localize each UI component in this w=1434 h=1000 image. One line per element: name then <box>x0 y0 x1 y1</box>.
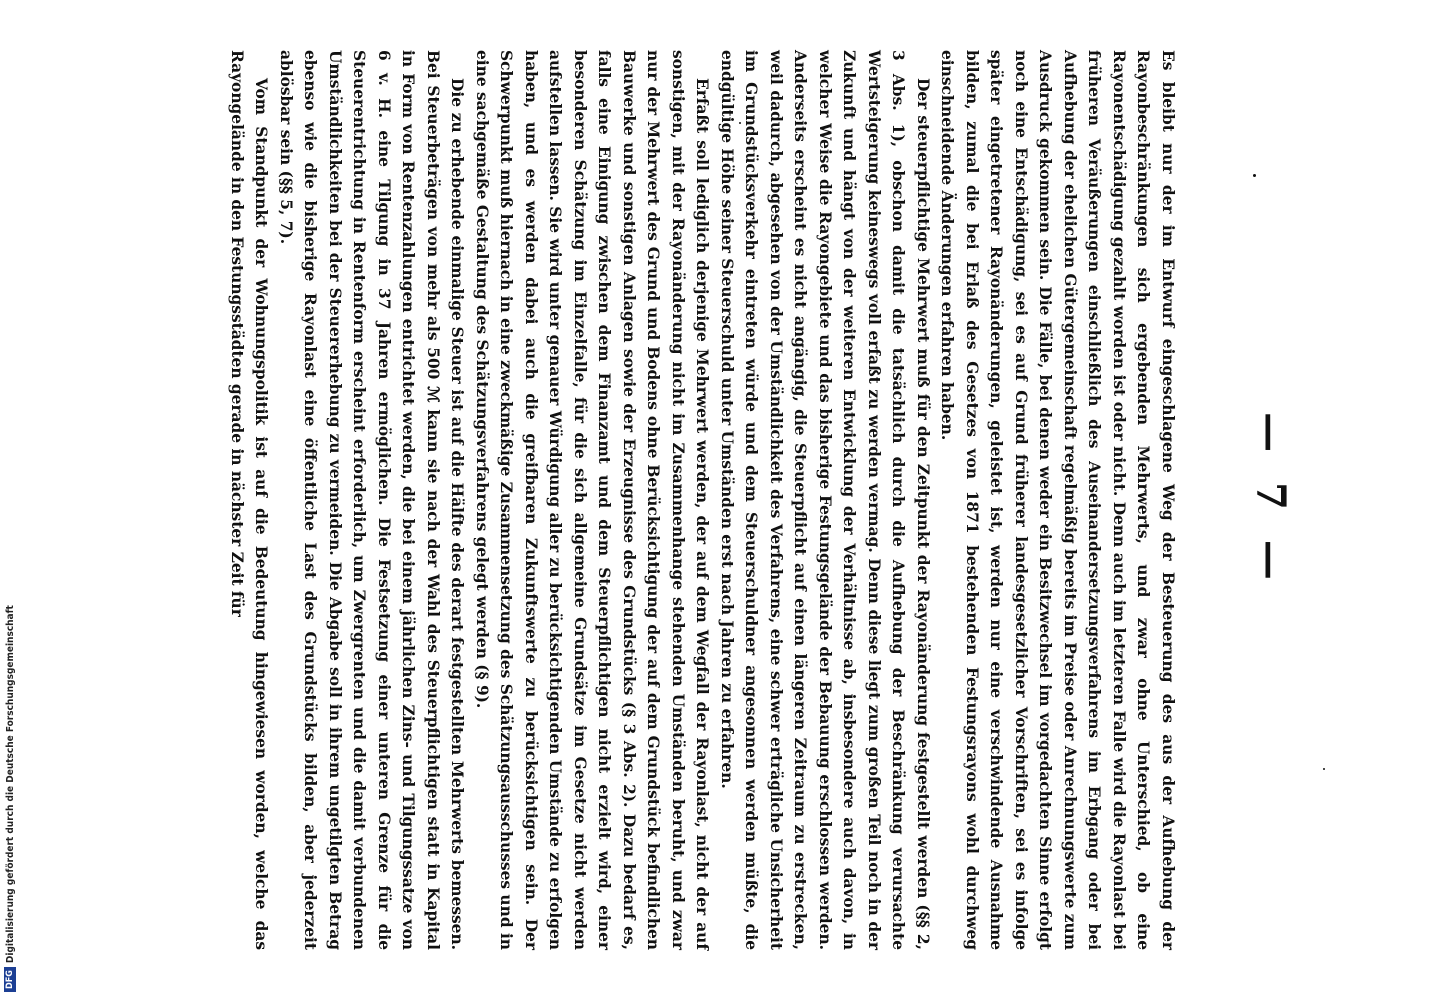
footer-text-row <box>0 0 20 1000</box>
body-text <box>225 50 1181 950</box>
scan-speck <box>739 122 741 124</box>
page-content <box>160 10 1300 990</box>
scan-speck <box>1323 768 1325 770</box>
footer-credit: Digitalisierung gefördert durch die Deutsche Forschungsgemeinschaft <box>4 605 16 964</box>
paragraph-1: Es bleibt nur der im Entwurf eingeschlagene Weg der Besteuerung des aus der Aufhebung der Rayonbeschränkungen sich ergebenden Mehrwerts, und zwar ohne Unterschied, ob eine Rayonentschädigung gezahlt worden ist oder nicht. Denn auch im letzteren Falle wird die Rayonlast bei früheren Veräußerungen einschließlich des Auseinandersetzungsverfahrens im Erbgang oder bei Aufhebung der ehelichen Gütergemeinschaft regelmäßig bereits im Preise oder Anrechnungswerte zum Ausdruck gekommen sein. Die Fälle, bei denen weder ein Besitzwechsel im vorgedachten Sinne erfolgt noch eine Entschädigung, sei es auf Grund früherer landesgesetzlicher Vorschriften, sei es infolge später eingetretener Rayonänderungen, geleistet ist, werden nur eine verschwindende Ausnahme bilden, zumal die bei Erlaß des Gesetzes von 1871 bestehenden Festungsrayons wohl durchweg einschneidende Änderungen erfahren haben. <box>938 50 1177 950</box>
page-number: — 7 — <box>1247 412 1294 588</box>
rotated-page <box>160 10 1300 990</box>
paragraph-5: Vom Standpunkt der Wohnungspolitik ist auf die Bedeutung hingewiesen worden, welche das Rayongelände in den Festungsstädten gerade in nächster Zeit für <box>228 50 271 950</box>
paragraph-2: Der steuerpflichtige Mehrwert muß für den Zeitpunkt der Rayonänderung festgestellt werden (§§ 2, 3 Abs. 1), obschon damit die tatsächlich durch die Aufhebung der Beschränkung verursachte Wertsteigerung keineswegs voll erfaßt zu werden vermag. Denn diese liegt zum großen Teil noch in der Zukunft und hängt von der weiteren Entwicklung der Verhältnisse ab, insbesondere auch davon, in welcher Weise die Rayongebiete und das bisherige Festungsgelände der Bebauung erschlossen werden. Anderseits erscheint es nicht angängig, die Steuerpflicht auf einen längeren Zeitraum zu erstrecken, weil dadurch, abgesehen von der Umständlichkeit des Verfahrens, eine schwer erträgliche Unsicherheit im Grundstücksverkehr eintreten würde und dem Steuerschuldner angesonnen werden müßte, die endgültige Höhe seiner Steuerschuld unter Umständen erst nach Jahren zu erfahren. <box>718 50 932 950</box>
dfg-logo: DFG <box>4 967 16 992</box>
paragraph-3: Erfaßt soll lediglich derjenige Mehrwert werden, der auf dem Wegfall der Rayonlast, nicht der auf sonstigen, mit der Rayonänderung nicht im Zusammenhange stehenden Umständen beruht, und zwar nur der Mehrwert des Grund und Bodens ohne Berücksichtigung der auf dem Grundstück befindlichen Bauwerke und sonstigen Anlagen sowie der Erzeugnisse des Grundstücks (§ 3 Abs. 2). Dazu bedarf es, falls eine Einigung zwischen dem Finanzamt und dem Steuerpflichtigen nicht erzielt wird, einer besonderen Schätzung im Einzelfalle, für die sich allgemeine Grundsätze im Gesetze nicht werden aufstellen lassen. Sie wird unter genauer Würdigung aller zu berücksichtigenden Umstände zu erfolgen haben, und es werden dabei auch die greifbaren Zukunftswerte zu berücksichtigen sein. Der Schwerpunkt muß hiernach in eine zweckmäßige Zusammensetzung des Schätzungsausschusses und in eine sachgemäße Gestaltung des Schätzungsverfahrens gelegt werden (§ 9). <box>473 50 712 950</box>
paragraph-4: Die zu erhebende einmalige Steuer ist auf die Hälfte des derart festgestellten Mehrwerts bemessen. Bei Steuerbeträgen von mehr als 500 ℳ kann sie nach der Wahl des Steuerpflichtigen statt in Kapital in Form von Rentenzahlungen entrichtet werden, die bei einem jährlichen Zins- und Tilgungssatze von 6 v. H. eine Tilgung in 37 Jahren ermöglichen. Die Festsetzung einer unteren Grenze für die Steuerentrichtung in Rentenform erscheint erforderlich, um Zwergrenten und die damit verbundenen Umständlichkeiten bei der Steuererhebung zu vermeiden. Die Abgabe soll in ihrem ungetilgten Betrag ebenso wie die bisherige Rayonlast eine öffentliche Last des Grundstücks bilden, aber jederzeit ablösbar sein (§§ 5, 7). <box>277 50 467 950</box>
digitization-footer <box>0 0 20 1000</box>
scan-speck <box>1253 174 1256 177</box>
